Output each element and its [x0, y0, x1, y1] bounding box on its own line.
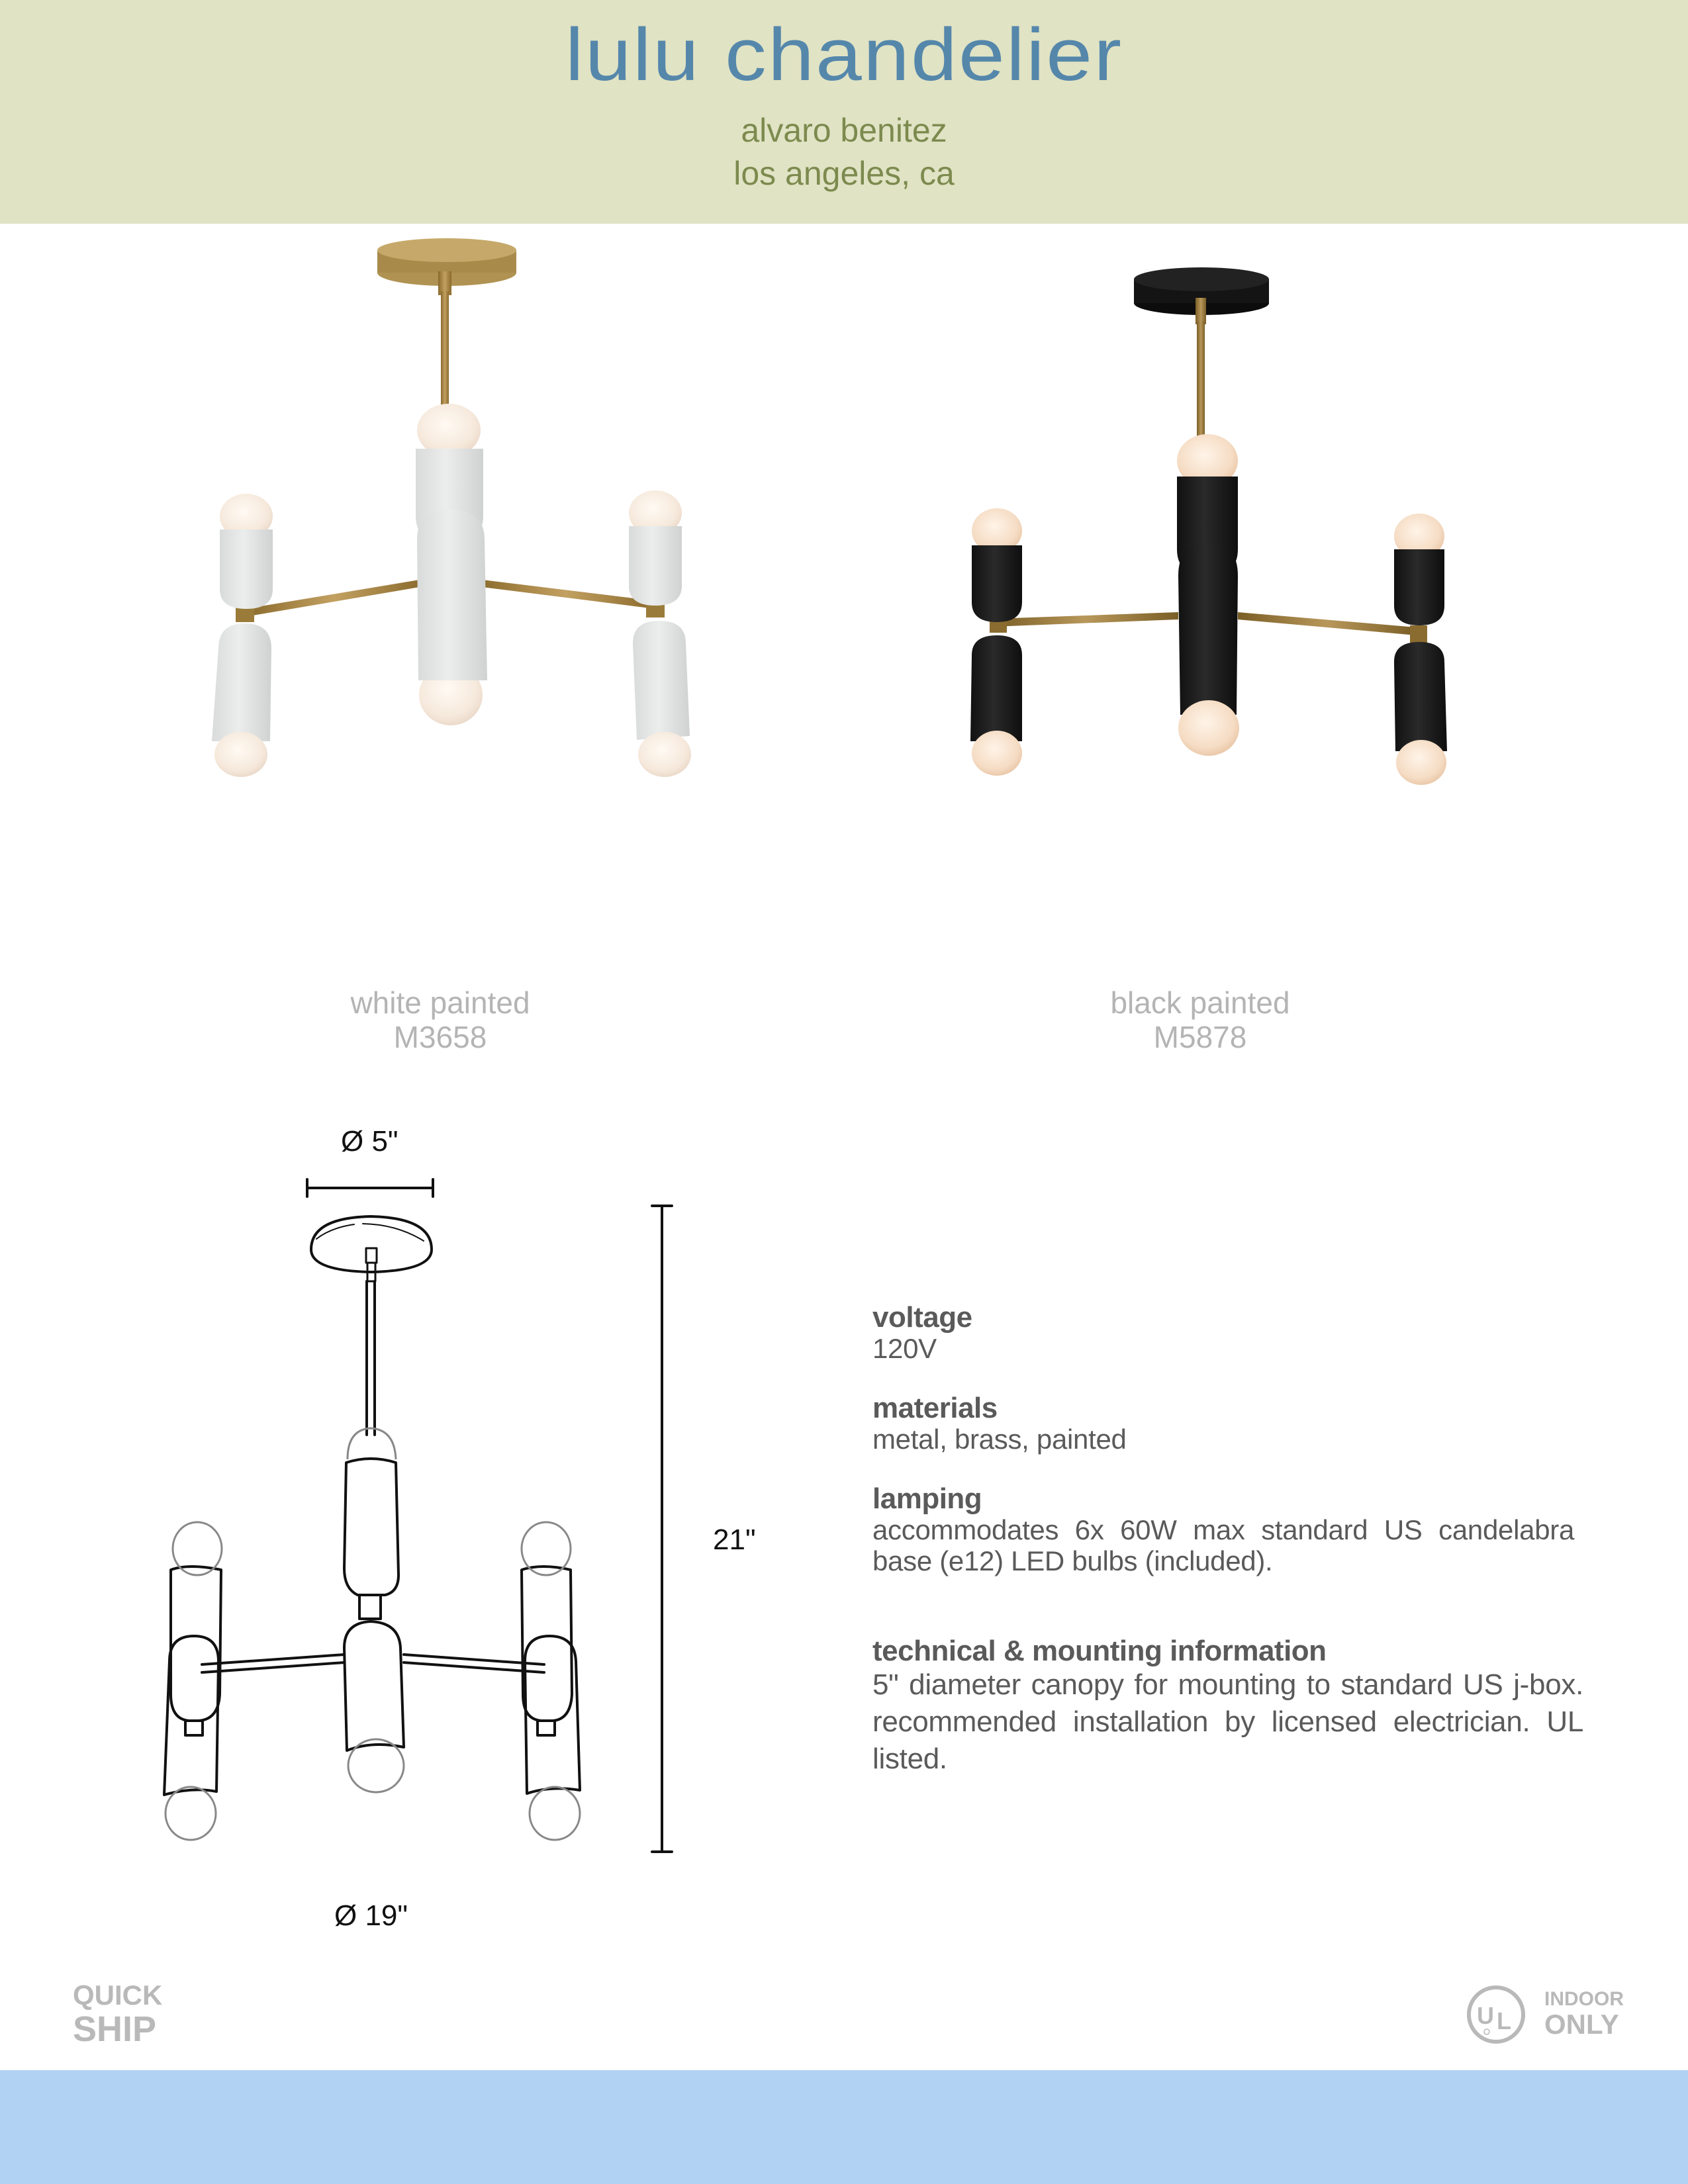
designer-name: alvaro benitez — [741, 112, 947, 149]
dimension-drawing — [132, 1165, 728, 1866]
spec-label: technical & mounting information — [872, 1635, 1327, 1667]
indoor-only-line1: INDOOR — [1544, 1988, 1624, 2010]
product-title: lulu chandelier — [565, 13, 1123, 96]
ul-listed-icon — [1466, 1984, 1526, 2045]
spec-value: 120V — [872, 1333, 937, 1364]
designer-location: los angeles, ca — [733, 155, 955, 192]
spec-label: voltage — [872, 1301, 972, 1334]
spec-value: accommodates 6x 60W max standard US candelabra base (e12) LED bulbs (included). — [872, 1514, 1574, 1576]
quick-ship-line2: SHIP — [73, 2009, 157, 2049]
canopy-diameter-label: Ø 5" — [341, 1125, 399, 1158]
black-chandelier-photo — [953, 245, 1456, 960]
svg-text:U: U — [1477, 2002, 1494, 2029]
white-model-number: M3658 — [393, 1020, 487, 1054]
spec-value: 5" diameter canopy for mounting to standard US j-box. recommended installation by licensed electrician. UL listed. — [872, 1668, 1583, 1775]
black-model-number: M5878 — [1153, 1020, 1247, 1054]
svg-text:L: L — [1497, 2007, 1511, 2034]
spec-label: materials — [872, 1392, 998, 1424]
spec-technical-mounting — [872, 1636, 1583, 1778]
spec-value: metal, brass, painted — [872, 1424, 1127, 1455]
spec-label: lamping — [872, 1482, 982, 1515]
indoor-only-line2: ONLY — [1544, 2009, 1619, 2040]
footer-band — [0, 2070, 1688, 2184]
height-label: 21" — [713, 1524, 756, 1556]
spec-sheet — [872, 1302, 1582, 1807]
spec-materials — [872, 1393, 1582, 1455]
black-finish-label: black painted — [1110, 985, 1290, 1020]
white-chandelier-photo — [199, 238, 702, 953]
white-finish-label: white painted — [350, 985, 530, 1020]
spec-lamping — [872, 1484, 1574, 1576]
fixture-diameter-label: Ø 19" — [334, 1899, 408, 1932]
quick-ship-line1: QUICK — [73, 1979, 163, 2011]
spec-voltage — [872, 1302, 1582, 1364]
